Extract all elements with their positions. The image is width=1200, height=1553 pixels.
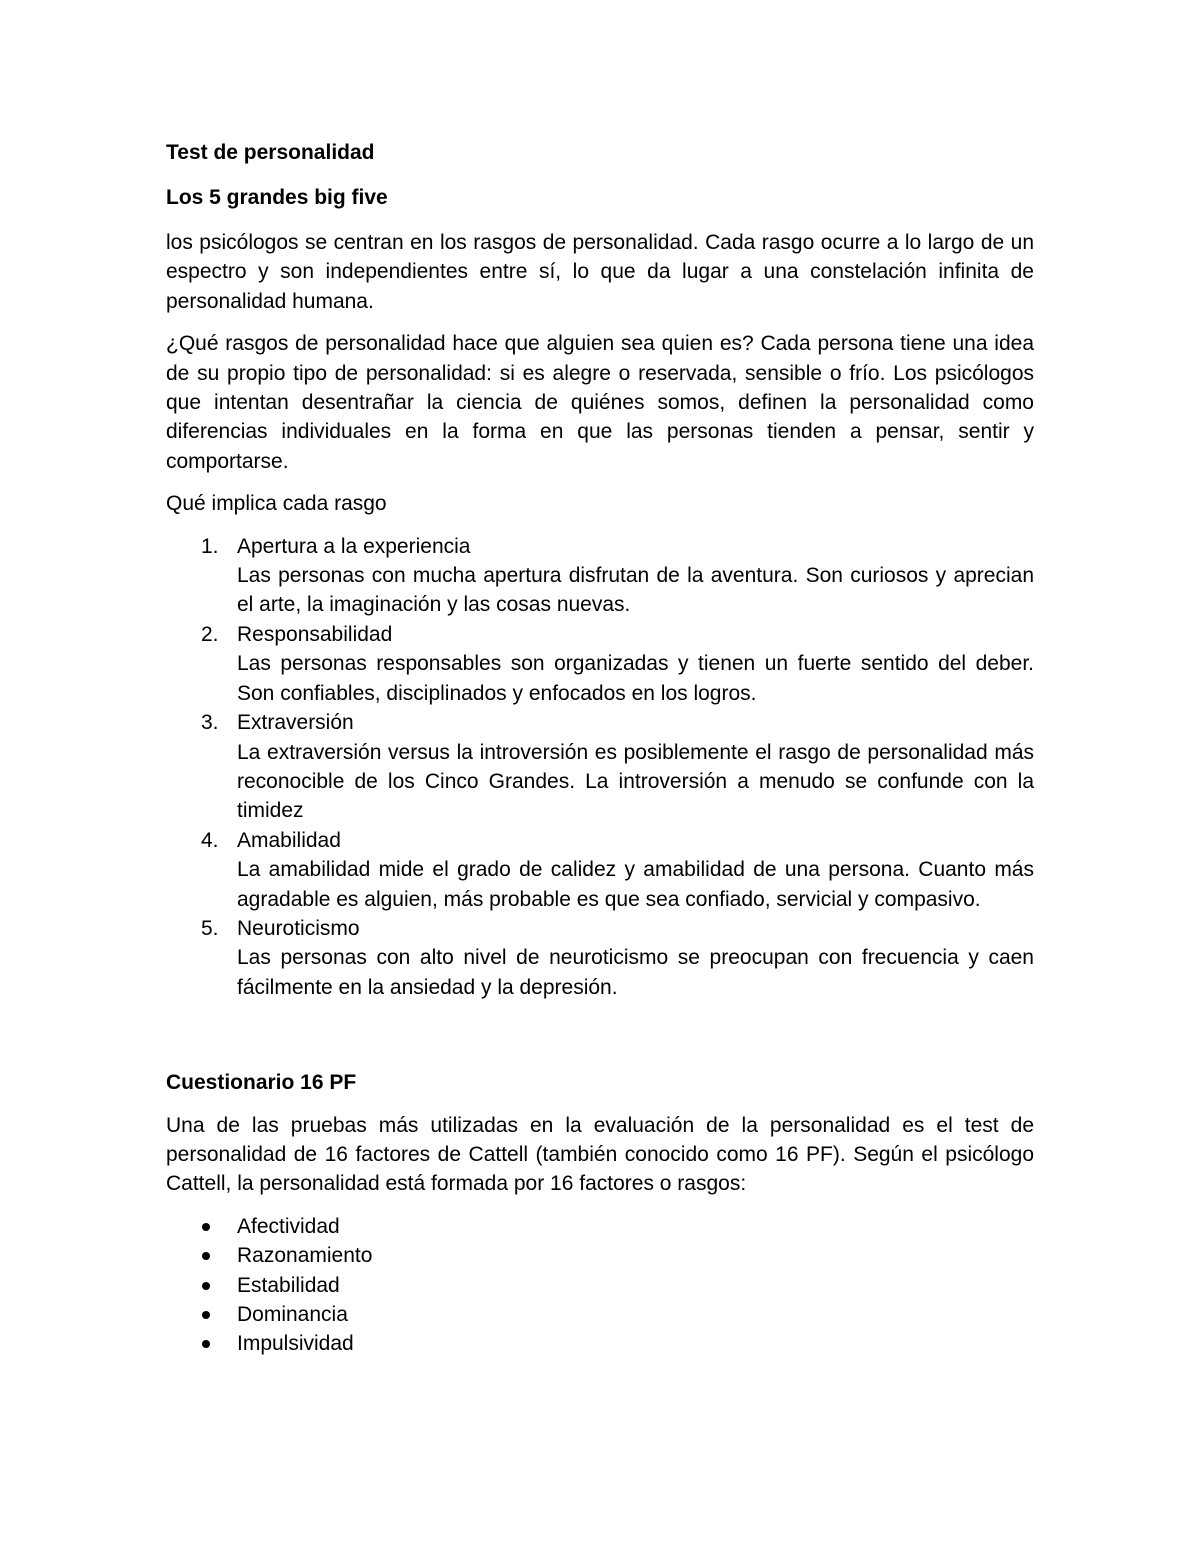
trait-description: La extraversión versus la introversión es posiblemente el rasgo de personalidad más reconocible de los Cinco Grandes. La introversión a menudo se confunde con la timidez bbox=[237, 740, 1034, 823]
trait-description: Las personas con alto nivel de neuroticismo se preocupan con frecuencia y caen fácilmente en la ansiedad y la depresión. bbox=[237, 946, 1034, 999]
bullet-icon bbox=[202, 1282, 210, 1290]
list-item bbox=[166, 826, 1034, 914]
trait-name: Apertura a la experiencia bbox=[237, 534, 471, 558]
traits-intro: Qué implica cada rasgo bbox=[166, 492, 387, 516]
bullet-icon bbox=[202, 1223, 210, 1231]
list-item bbox=[166, 708, 1034, 826]
trait-name: Amabilidad bbox=[237, 828, 341, 852]
list-item bbox=[166, 914, 1034, 1002]
question-paragraph: ¿Qué rasgos de personalidad hace que alguien sea quien es? Cada persona tiene una idea de su propio tipo de personalidad: si es alegre o reservada, sensible o frío. Los psicólogos que intentan desentrañar la ciencia de quiénes somos, definen la personalidad como diferencias individuales en la forma en que las personas tienden a pensar, sentir y comportarse. bbox=[166, 332, 1034, 473]
list-item bbox=[166, 1271, 1034, 1300]
section2-paragraph: Una de las pruebas más utilizadas en la evaluación de la personalidad es el test de personalidad de 16 factores de Cattell (también conocido como 16 PF). Según el psicólogo Cattell, la personalidad está formada por 16 factores o rasgos: bbox=[166, 1113, 1034, 1196]
list-number: 4. bbox=[201, 828, 219, 852]
trait-name: Extraversión bbox=[237, 711, 354, 735]
list-item bbox=[166, 1329, 1034, 1358]
factor-label: Afectividad bbox=[237, 1214, 340, 1238]
bullet-icon bbox=[202, 1340, 210, 1348]
section-subtitle: Los 5 grandes big five bbox=[166, 186, 388, 209]
factor-label: Estabilidad bbox=[237, 1273, 340, 1297]
list-number: 5. bbox=[201, 916, 219, 940]
list-item bbox=[166, 1300, 1034, 1329]
intro-paragraph: los psicólogos se centran en los rasgos de personalidad. Cada rasgo ocurre a lo largo de un espectro y son independientes entre sí, lo que da lugar a una constelación infinita de personalidad humana. bbox=[166, 231, 1034, 313]
list-item bbox=[166, 1241, 1034, 1270]
factor-label: Impulsividad bbox=[237, 1332, 354, 1356]
list-item bbox=[166, 532, 1034, 620]
section-spacer bbox=[166, 1002, 1034, 1068]
bullet-icon bbox=[202, 1311, 210, 1319]
trait-name: Neuroticismo bbox=[237, 916, 360, 940]
trait-description: Las personas con mucha apertura disfrutan de la aventura. Son curiosos y aprecian el arte, la imaginación y las cosas nuevas. bbox=[237, 564, 1034, 617]
list-number: 1. bbox=[201, 534, 219, 558]
trait-name: Responsabilidad bbox=[237, 622, 393, 646]
factor-label: Dominancia bbox=[237, 1303, 348, 1326]
trait-description: Las personas responsables son organizadas y tienen un fuerte sentido del deber. Son confiables, disciplinados y enfocados en los logros. bbox=[237, 652, 1034, 705]
factor-label: Razonamiento bbox=[237, 1244, 373, 1268]
trait-description: La amabilidad mide el grado de calidez y amabilidad de una persona. Cuanto más agradable es alguien, más probable es que sea confiado, servicial y compasivo. bbox=[237, 858, 1034, 911]
list-item bbox=[166, 620, 1034, 708]
list-number: 3. bbox=[201, 711, 219, 735]
traits-list bbox=[166, 532, 1034, 1003]
factors-list bbox=[166, 1212, 1034, 1359]
section2-title: Cuestionario 16 PF bbox=[166, 1071, 357, 1095]
document-title: Test de personalidad bbox=[166, 141, 375, 164]
list-item bbox=[166, 1212, 1034, 1241]
bullet-icon bbox=[202, 1252, 210, 1260]
document-page bbox=[166, 138, 1034, 1359]
list-number: 2. bbox=[201, 622, 219, 646]
